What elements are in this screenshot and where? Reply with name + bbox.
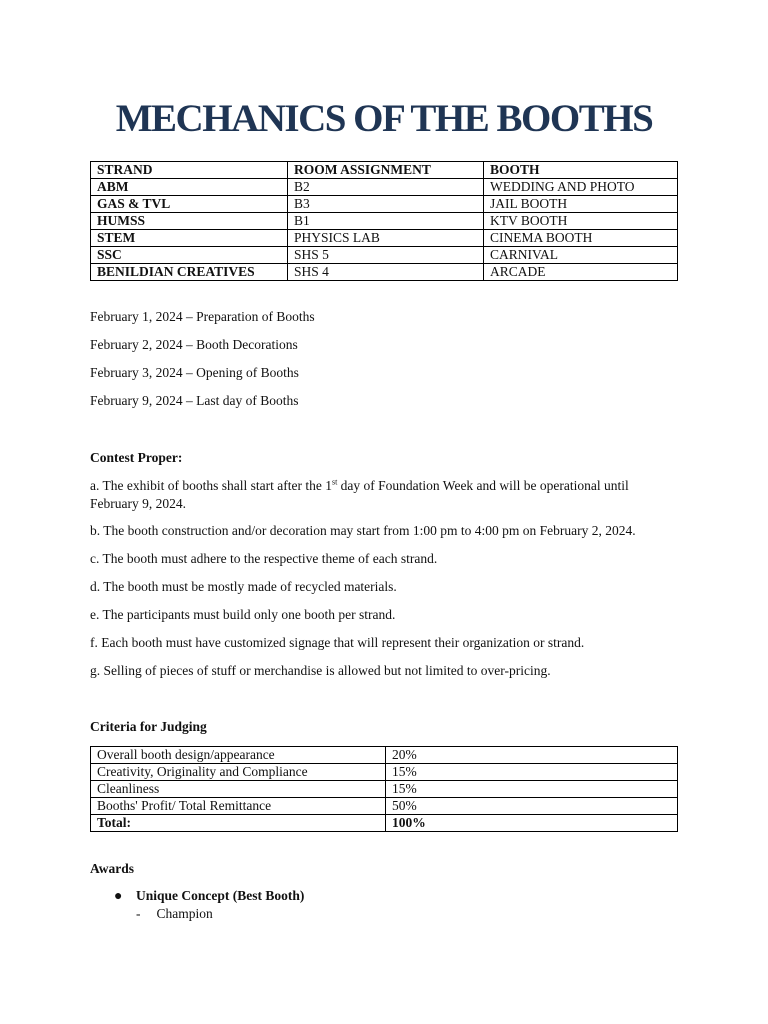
criteria-weight: 20% (386, 747, 678, 764)
criteria-table (90, 746, 678, 832)
strand-cell: HUMSS (91, 213, 288, 230)
room-cell: SHS 4 (288, 264, 484, 281)
contest-rule: b. The booth construction and/or decoration may start from 1:00 pm to 4:00 pm on February 2, 2024. (90, 523, 636, 538)
room-cell: PHYSICS LAB (288, 230, 484, 247)
table-row (91, 179, 678, 196)
total-label: Total: (91, 815, 386, 832)
header-strand: STRAND (91, 162, 288, 179)
total-row (91, 815, 678, 832)
table-row (91, 264, 678, 281)
table-row (91, 213, 678, 230)
ordinal-superscript: st (331, 477, 338, 487)
header-booth: BOOTH (484, 162, 678, 179)
criteria-label: Creativity, Originality and Compliance (91, 764, 386, 781)
table-row (91, 247, 678, 264)
table-row (91, 764, 678, 781)
schedule-item: February 9, 2024 – Last day of Booths (90, 393, 299, 408)
contest-heading: Contest Proper: (90, 450, 183, 465)
strand-cell: ABM (91, 179, 288, 196)
rule-a-text: a. The exhibit of booths shall start after the 1 (90, 478, 332, 493)
award-subitem (136, 906, 213, 922)
contest-rule: g. Selling of pieces of stuff or merchandise is allowed but not limited to over-pricing. (90, 663, 551, 678)
contest-rule: e. The participants must build only one booth per strand. (90, 607, 396, 622)
contest-rule: c. The booth must adhere to the respective theme of each strand. (90, 551, 438, 566)
strand-cell: GAS & TVL (91, 196, 288, 213)
table-row (91, 747, 678, 764)
booth-cell: ARCADE (484, 264, 678, 281)
awards-heading: Awards (90, 861, 135, 876)
room-cell: SHS 5 (288, 247, 484, 264)
room-cell: B3 (288, 196, 484, 213)
booth-assignment-table (90, 161, 678, 281)
document-title: MECHANICS OF THE BOOTHS (115, 97, 653, 140)
criteria-weight: 15% (386, 781, 678, 798)
award-item: Unique Concept (Best Booth) (136, 888, 305, 903)
booth-cell: CARNIVAL (484, 247, 678, 264)
table-row (91, 230, 678, 247)
strand-cell: SSC (91, 247, 288, 264)
rule-a-text-cont: day of Foundation Week and will be operational until February 9, 2024. (90, 478, 629, 511)
room-cell: B1 (288, 213, 484, 230)
strand-cell: BENILDIAN CREATIVES (91, 264, 288, 281)
booth-cell: WEDDING AND PHOTO (484, 179, 678, 196)
contest-rule: d. The booth must be mostly made of recycled materials. (90, 579, 397, 594)
contest-rule (90, 477, 680, 513)
table-row (91, 196, 678, 213)
bullet-icon: ● (114, 889, 123, 904)
schedule-item: February 2, 2024 – Booth Decorations (90, 337, 298, 352)
criteria-label: Overall booth design/appearance (91, 747, 386, 764)
criteria-heading: Criteria for Judging (90, 719, 207, 734)
header-room: ROOM ASSIGNMENT (288, 162, 484, 179)
table-row (91, 798, 678, 815)
criteria-label: Booths' Profit/ Total Remittance (91, 798, 386, 815)
award-subitem-label: Champion (156, 906, 213, 921)
table-header-row (91, 162, 678, 179)
room-cell: B2 (288, 179, 484, 196)
criteria-weight: 50% (386, 798, 678, 815)
strand-cell: STEM (91, 230, 288, 247)
criteria-label: Cleanliness (91, 781, 386, 798)
booth-cell: JAIL BOOTH (484, 196, 678, 213)
schedule-item: February 1, 2024 – Preparation of Booths (90, 309, 315, 324)
booth-cell: CINEMA BOOTH (484, 230, 678, 247)
criteria-weight: 15% (386, 764, 678, 781)
total-value: 100% (386, 815, 678, 832)
schedule-item: February 3, 2024 – Opening of Booths (90, 365, 299, 380)
dash-icon: - (136, 906, 141, 921)
booth-cell: KTV BOOTH (484, 213, 678, 230)
table-row (91, 781, 678, 798)
contest-rule: f. Each booth must have customized signage that will represent their organization or strand. (90, 635, 585, 650)
